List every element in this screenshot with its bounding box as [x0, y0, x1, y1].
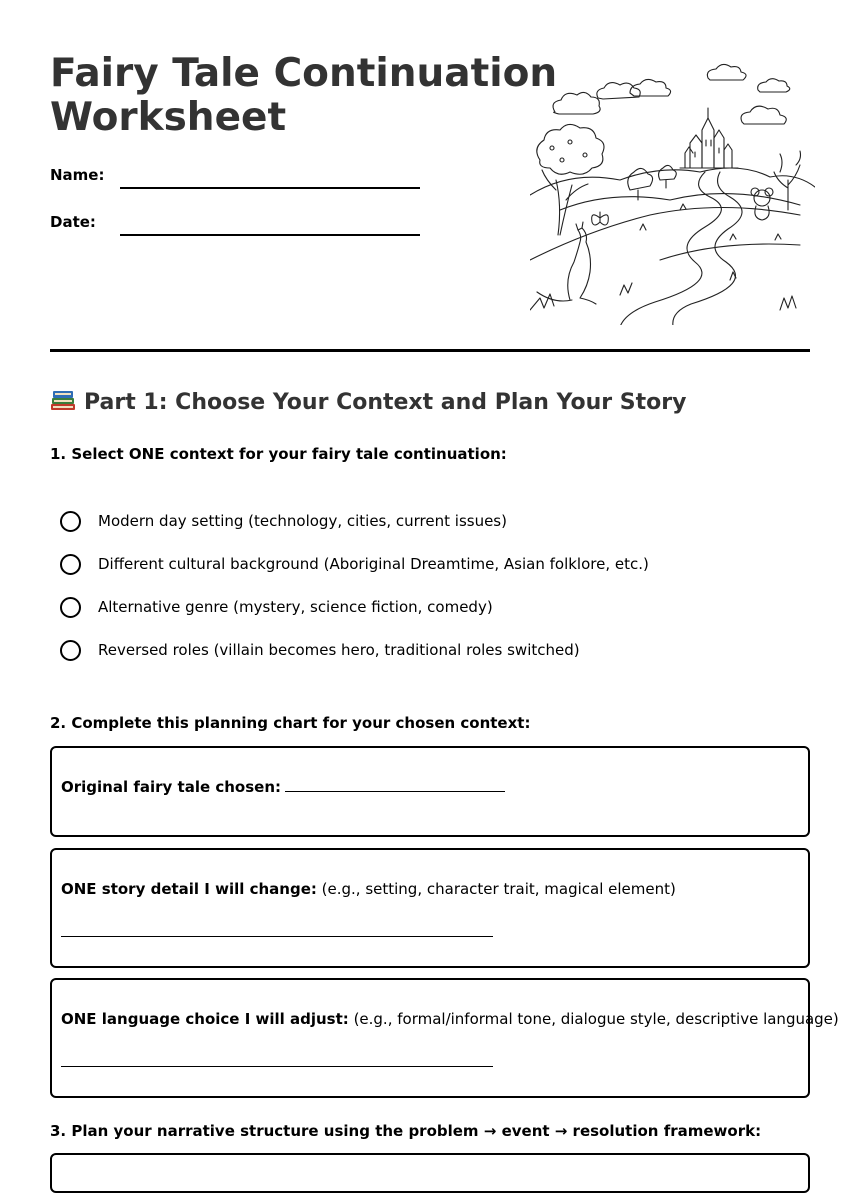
books-icon: [50, 388, 76, 412]
language-choice-hint: (e.g., formal/informal tone, dialogue style, descriptive language): [353, 1010, 839, 1028]
name-label: Name:: [50, 166, 105, 184]
language-choice-prompt: [61, 1010, 839, 1028]
planning-box-original-tale[interactable]: [50, 746, 810, 837]
question-2: 2. Complete this planning chart for your chosen context:: [50, 714, 531, 732]
story-detail-hint: (e.g., setting, character trait, magical element): [321, 880, 676, 898]
butterfly-icon: [592, 212, 609, 225]
date-line[interactable]: [120, 234, 420, 236]
fairy-tale-landscape-illustration: [530, 60, 815, 325]
narrative-structure-box[interactable]: [50, 1153, 810, 1193]
radio-button[interactable]: [60, 511, 81, 532]
koala-icon: [751, 188, 773, 220]
worksheet-page: [50, 0, 839, 1140]
radio-button[interactable]: [60, 640, 81, 661]
header-divider: [50, 349, 810, 352]
part1-heading-text: Part 1: Choose Your Context and Plan Your Story: [84, 390, 687, 415]
option-label: Different cultural background (Aboriginal Dreamtime, Asian folklore, etc.): [98, 555, 649, 573]
question-3: 3. Plan your narrative structure using the problem → event → resolution framework:: [50, 1122, 762, 1140]
planning-box-story-detail[interactable]: [50, 848, 810, 968]
title-line-1: Fairy Tale Continuation: [50, 51, 558, 96]
cloud-icon: [553, 64, 790, 124]
option-label: Alternative genre (mystery, science fiction, comedy): [98, 598, 493, 616]
worksheet-header: [50, 0, 810, 350]
name-field-row: [50, 166, 420, 196]
date-field-row: [50, 213, 420, 243]
title-line-2: Worksheet: [50, 95, 287, 140]
option-label: Modern day setting (technology, cities, current issues): [98, 512, 507, 530]
question-1: 1. Select ONE context for your fairy tale continuation:: [50, 445, 507, 463]
story-detail-answer-line[interactable]: [61, 936, 493, 937]
original-tale-blank[interactable]: [285, 779, 505, 792]
option-label: Reversed roles (villain becomes hero, traditional roles switched): [98, 641, 580, 659]
story-detail-label: ONE story detail I will change:: [61, 880, 317, 898]
radio-button[interactable]: [60, 597, 81, 618]
name-line[interactable]: [120, 187, 420, 189]
page-title: [50, 52, 557, 140]
planning-box-language-choice[interactable]: [50, 978, 839, 1098]
original-tale-label: [61, 778, 505, 796]
language-choice-answer-line[interactable]: [61, 1066, 493, 1067]
radio-button[interactable]: [60, 554, 81, 575]
original-tale-label-text: Original fairy tale chosen:: [61, 778, 282, 796]
tree-icon: [537, 124, 604, 235]
part1-heading: [50, 388, 686, 415]
language-choice-label: ONE language choice I will adjust:: [61, 1010, 349, 1028]
story-detail-prompt: [61, 880, 676, 898]
castle-icon: [680, 108, 738, 168]
date-label: Date:: [50, 213, 96, 231]
